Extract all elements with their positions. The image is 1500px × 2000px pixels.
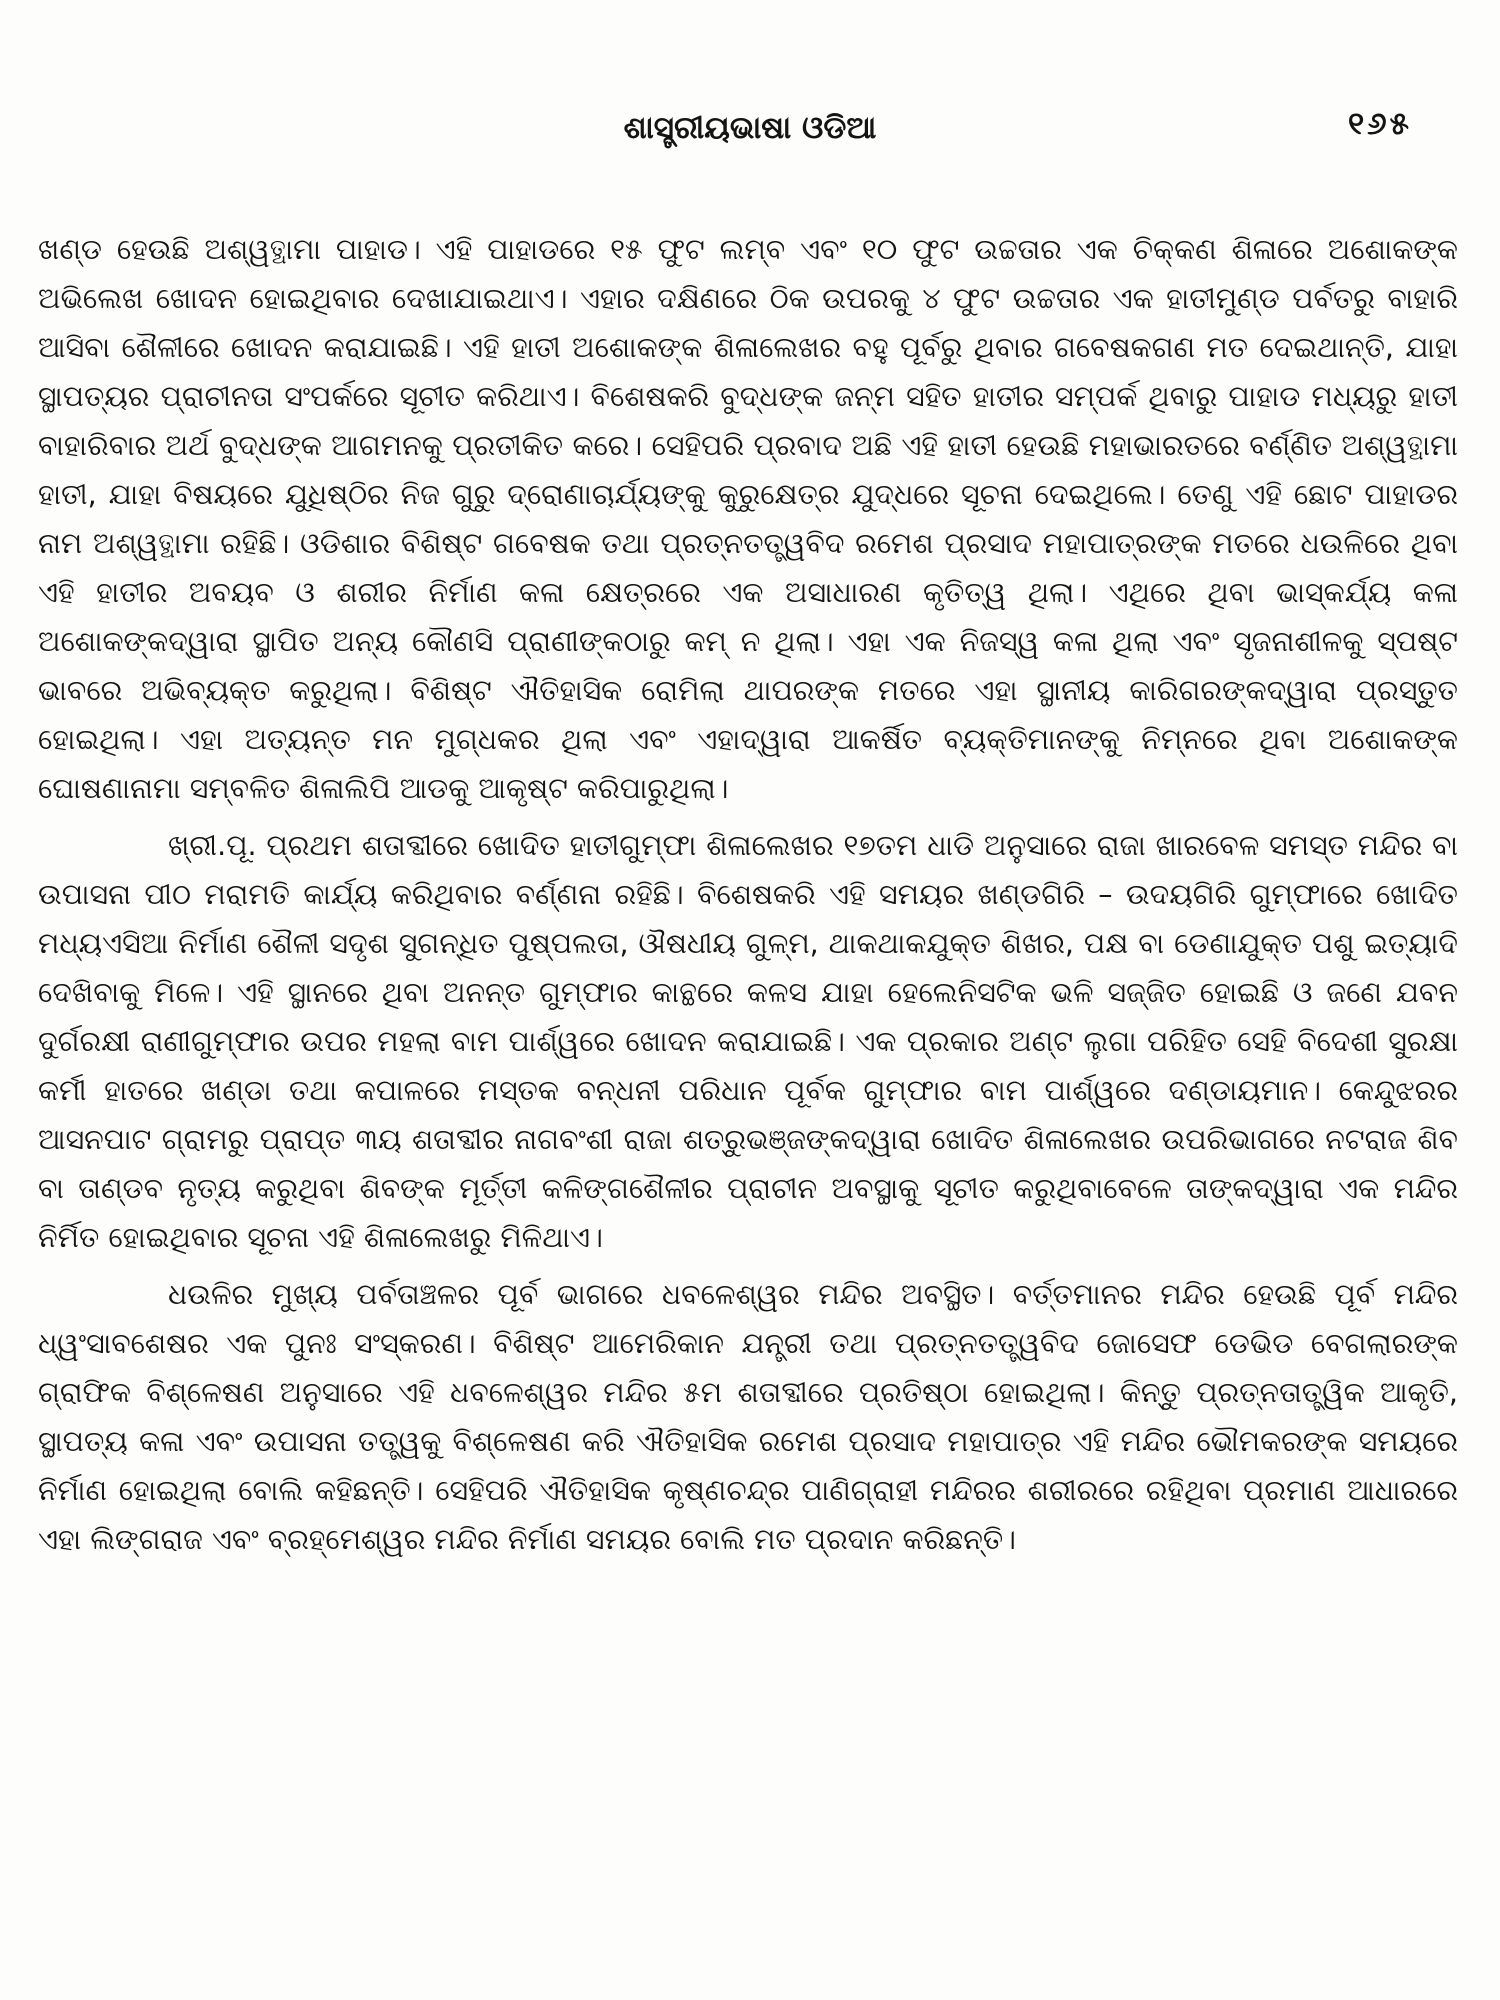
- paragraph-2: ଖ୍ରୀ.ପୂ. ପ୍ରଥମ ଶତାବ୍ଦୀରେ ଖୋଦିତ ହାତୀଗୁମ୍ଫା ଶିଳାଲେଖର ୧୭ତମ ଧାଡି ଅନୁସାରେ ରାଜା ଖାରବେଳ ସମସ୍ତ ମନ୍ଦିର ବା ଉପାସନା ପୀଠ ମରାମତି କାର୍ଯ୍ୟ କରିଥିବାର ବର୍ଣ୍ଣନା ରହିଛି। ବିଶେଷକରି ଏହି ସମୟର ଖଣ୍ଡଗିରି – ଉଦୟଗିରି ଗୁମ୍ଫାରେ ଖୋଦିତ ମଧ୍ୟଏସିଆ ନିର୍ମାଣ ଶୈଳୀ ସଦୃଶ ସୁଗନ୍ଧିତ ପୁଷ୍ପଲତା, ଔଷଧୀୟ ଗୁଳ୍ମ, ଥାକଥାକଯୁକ୍ତ ଶିଖର, ପକ୍ଷ ବା ଡେଣାଯୁକ୍ତ ପଶୁ ଇତ୍ୟାଦି ଦେଖିବାକୁ ମିଳେ। ଏହି ସ୍ଥାନରେ ଥିବା ଅନନ୍ତ ଗୁମ୍ଫାର କାନ୍ଥରେ କଳସ ଯାହା ହେଲେନିସଟିକ ଭଳି ସଜ୍ଜିତ ହୋଇଛି ଓ ଜଣେ ଯବନ ଦୁର୍ଗରକ୍ଷୀ ରାଣୀଗୁମ୍ଫାର ଉପର ମହଲା ବାମ ପାର୍ଶ୍ୱରେ ଖୋଦନ କରାଯାଇଛି। ଏକ ପ୍ରକାର ଅଣ୍ଟ ଲୁଗା ପରିହିତ ସେହି ବିଦେଶୀ ସୁରକ୍ଷା କର୍ମୀ ହାତରେ ଖଣ୍ଡା ତଥା କପାଳରେ ମସ୍ତକ ବନ୍ଧନୀ ପରିଧାନ ପୂର୍ବକ ଗୁମ୍ଫାର ବାମ ପାର୍ଶ୍ୱରେ ଦଣ୍ଡାୟମାନ। କେନ୍ଦୁଝରର ଆସନପାଟ ଗ୍ରାମରୁ ପ୍ରାପ୍ତ ୩ୟ ଶତାବ୍ଦୀର ନାଗବଂଶୀ ରାଜା ଶତ୍ରୁଭଞ୍ଜଙ୍କଦ୍ୱାରା ଖୋଦିତ ଶିଳାଲେଖର ଉପରିଭାଗରେ ନଟରାଜ ଶିବ ବା ତାଣ୍ଡବ ନୃତ୍ୟ କରୁଥିବା ଶିବଙ୍କ ମୂର୍ତ୍ତୀ କଳିଙ୍ଗଶୈଳୀର ପ୍ରାଚୀନ ଅବସ୍ଥାକୁ ସୂଚୀତ କରୁଥିବାବେଳେ ତାଙ୍କଦ୍ୱାରା ଏକ ମନ୍ଦିର ନିର୍ମିତ ହୋଇଥିବାର ସୂଚନା ଏହି ଶିଳାଲେଖରୁ ମିଳିଥାଏ।: [38, 829, 1458, 1254]
- paragraph-1: ଖଣ୍ଡ ହେଉଛି ଅଶ୍ୱତ୍ଥାମା ପାହାଡ। ଏହି ପାହାଡରେ ୧୫ ଫୁଟ ଲମ୍ବ ଏବଂ ୧୦ ଫୁଟ ଉଚ୍ଚତାର ଏକ ଚିକ୍କଣ ଶିଳାରେ ଅଶୋକଙ୍କ ଅଭିଲେଖ ଖୋଦନ ହୋଇଥିବାର ଦେଖାଯାଇଥାଏ। ଏହାର ଦକ୍ଷିଣରେ ଠିକ ଉପରକୁ ୪ ଫୁଟ ଉଚ୍ଚତାର ଏକ ହାତୀମୁଣ୍ଡ ପର୍ବତରୁ ବାହାରି ଆସିବା ଶୈଳୀରେ ଖୋଦନ କରାଯାଇଛି। ଏହି ହାତୀ ଅଶୋକଙ୍କ ଶିଳାଲେଖର ବହୁ ପୂର୍ବରୁ ଥିବାର ଗବେଷକଗଣ ମତ ଦେଇଥାନ୍ତି, ଯାହା ସ୍ଥାପତ୍ୟର ପ୍ରାଚୀନତା ସଂପର୍କରେ ସୂଚୀତ କରିଥାଏ। ବିଶେଷକରି ବୁଦ୍ଧଙ୍କ ଜନ୍ମ ସହିତ ହାତୀର ସମ୍ପର୍କ ଥିବାରୁ ପାହାଡ ମଧ୍ୟରୁ ହାତୀ ବାହାରିବାର ଅର୍ଥ ବୁଦ୍ଧଙ୍କ ଆଗମନକୁ ପ୍ରତୀକିତ କରେ। ସେହିପରି ପ୍ରବାଦ ଅଛି ଏହି ହାତୀ ହେଉଛି ମହାଭାରତରେ ବର୍ଣ୍ଣିତ ଅଶ୍ୱତ୍ଥାମା ହାତୀ, ଯାହା ବିଷୟରେ ଯୁଧିଷ୍ଠିର ନିଜ ଗୁରୁ ଦ୍ରୋଣାଚାର୍ଯ୍ୟଙ୍କୁ କୁରୁକ୍ଷେତ୍ର ଯୁଦ୍ଧରେ ସୂଚନା ଦେଇଥିଲେ। ତେଣୁ ଏହି ଛୋଟ ପାହାଡର ନାମ ଅଶ୍ୱତ୍ଥାମା ରହିଛି। ଓଡିଶାର ବିଶିଷ୍ଟ ଗବେଷକ ତଥା ପ୍ରତ୍ନତତ୍ତ୍ୱବିଦ ରମେଶ ପ୍ରସାଦ ମହାପାତ୍ରଙ୍କ ମତରେ ଧଉଳିରେ ଥିବା ଏହି ହାତୀର ଅବୟବ ଓ ଶରୀର ନିର୍ମାଣ କଳା କ୍ଷେତ୍ରରେ ଏକ ଅସାଧାରଣ କୃତିତ୍ୱ ଥିଲା। ଏଥିରେ ଥିବା ଭାସ୍କର୍ଯ୍ୟ କଳା ଅଶୋକଙ୍କଦ୍ୱାରା ସ୍ଥାପିତ ଅନ୍ୟ କୌଣସି ପ୍ରାଣୀଙ୍କଠାରୁ କମ୍ ନ ଥିଲା। ଏହା ଏକ ନିଜସ୍ୱ କଳା ଥିଲା ଏବଂ ସୃଜନାଶୀଳକୁ ସ୍ପଷ୍ଟ ଭାବରେ ଅଭିବ୍ୟକ୍ତ କରୁଥିଲା। ବିଶିଷ୍ଟ ଐତିହାସିକ ରୋମିଲା ଥାପରଙ୍କ ମତରେ ଏହା ସ୍ଥାନୀୟ କାରିଗରଙ୍କଦ୍ୱାରା ପ୍ରସ୍ତୁତ ହୋଇଥିଲା। ଏହା ଅତ୍ୟନ୍ତ ମନ ମୁଗ୍ଧକର ଥିଲା ଏବଂ ଏହାଦ୍ୱାରା ଆକର୍ଷିତ ବ୍ୟକ୍ତିମାନଙ୍କୁ ନିମ୍ନରେ ଥିବା ଅଶୋକଙ୍କ ଘୋଷଣାନାମା ସମ୍ବଳିତ ଶିଳାଲିପି ଆଡକୁ ଆକୃଷ୍ଟ କରିପାରୁଥିଲା।: [38, 233, 1458, 805]
- paragraph-3: ଧଉଳିର ମୁଖ୍ୟ ପର୍ବତାଞ୍ଚଳର ପୂର୍ବ ଭାଗରେ ଧବଳେଶ୍ୱର ମନ୍ଦିର ଅବସ୍ଥିତ। ବର୍ତ୍ତମାନର ମନ୍ଦିର ହେଉଛି ପୂର୍ବ ମନ୍ଦିର ଧ୍ୱଂସାବଶେଷର ଏକ ପୁନଃ ସଂସ୍କରଣ। ବିଶିଷ୍ଟ ଆମେରିକାନ ଯନ୍ତ୍ରୀ ତଥା ପ୍ରତ୍ନତତ୍ତ୍ୱବିଦ ଜୋସେଫ ଡେଭିଡ ବେଗଲାରଙ୍କ ଗ୍ରାଫିକ ବିଶ୍ଳେଷଣ ଅନୁସାରେ ଏହି ଧବଳେଶ୍ୱର ମନ୍ଦିର ୫ମ ଶତାବ୍ଦୀରେ ପ୍ରତିଷ୍ଠା ହୋଇଥିଲା। କିନ୍ତୁ ପ୍ରତ୍ନତାତ୍ତ୍ୱିକ ଆକୃତି, ସ୍ଥାପତ୍ୟ କଳା ଏବଂ ଉପାସନା ତତ୍ତ୍ୱକୁ ବିଶ୍ଳେଷଣ କରି ଐତିହାସିକ ରମେଶ ପ୍ରସାଦ ମହାପାତ୍ର ଏହି ମନ୍ଦିର ଭୌମକରଙ୍କ ସମୟରେ ନିର୍ମାଣ ହୋଇଥିଲା ବୋଲି କହିଛନ୍ତି। ସେହିପରି ଐତିହାସିକ କୃଷ୍ଣଚନ୍ଦ୍ର ପାଣିଗ୍ରାହୀ ମନ୍ଦିରର ଶରୀରରେ ରହିଥିବା ପ୍ରମାଣ ଆଧାରରେ ଏହା ଲିଙ୍ଗରାଜ ଏବଂ ବ୍ରହ୍ମେଶ୍ୱର ମନ୍ଦିର ନିର୍ମାଣ ସମୟର ବୋଲି ମତ ପ୍ରଦାନ କରିଛନ୍ତି।: [38, 1278, 1458, 1556]
- running-header: [0, 106, 1500, 160]
- page-number: ୧୬୫: [1348, 106, 1412, 142]
- page-title: ଶାସ୍ତ୍ରୀୟଭାଷା ଓଡିଆ: [623, 110, 877, 146]
- body-text: [38, 225, 1458, 1564]
